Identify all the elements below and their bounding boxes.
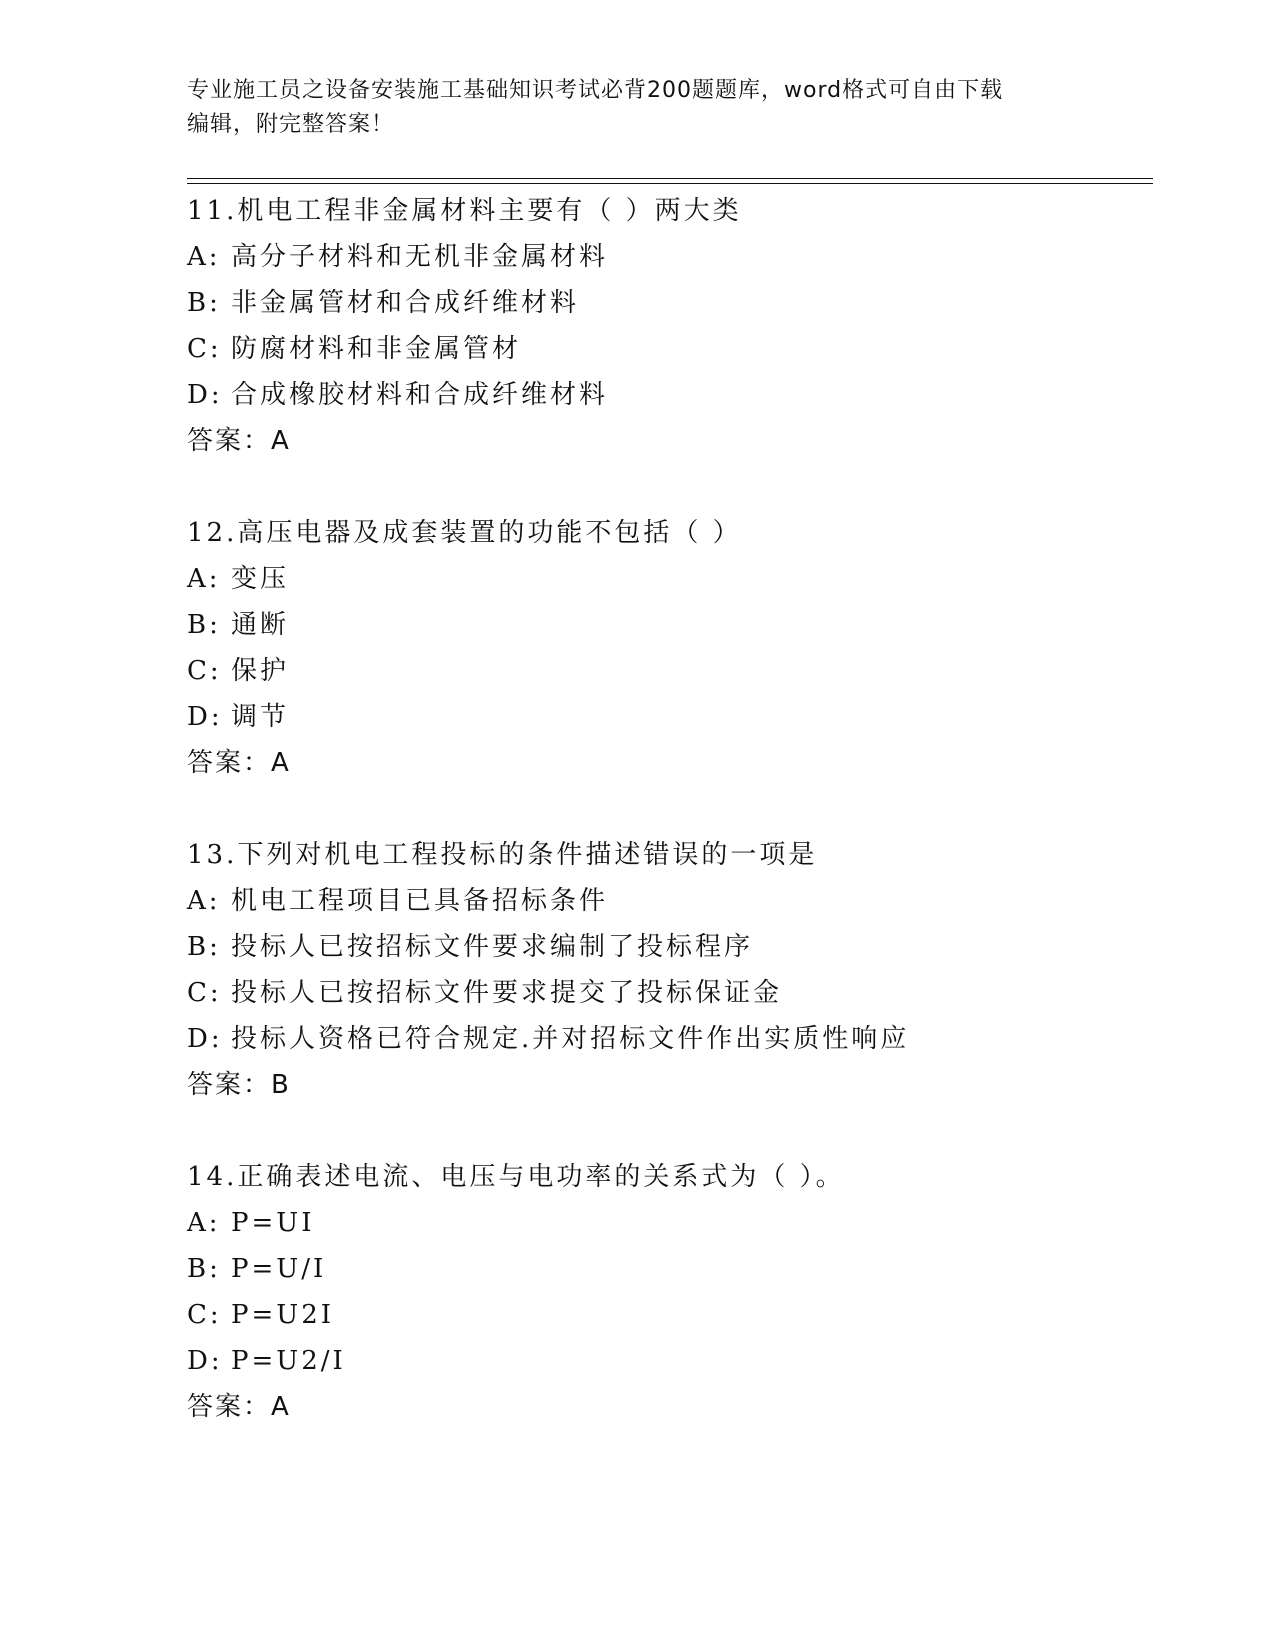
option-text: P=U2/I [231,1346,346,1376]
option-letter: C: [187,978,222,1008]
option-d [187,694,1153,740]
option-b [187,602,1153,648]
option-text: P=U/I [231,1254,327,1284]
option-letter: D: [187,1024,223,1054]
option-d [187,1016,1153,1062]
option-letter: B: [187,288,221,318]
question-12 [187,510,1153,786]
question-list [187,188,1153,1476]
question-11 [187,188,1153,464]
option-text: 高分子材料和无机非金属材料 [231,242,609,272]
question-14 [187,1154,1153,1430]
option-text: 防腐材料和非金属管材 [231,334,522,364]
option-letter: B: [187,610,221,640]
option-letter: D: [187,1346,223,1376]
answer-line: 答案：A [187,748,291,778]
option-text: 保护 [231,656,290,686]
option-b [187,280,1153,326]
option-c [187,648,1153,694]
option-d [187,1338,1153,1384]
option-b [187,924,1153,970]
option-letter: C: [187,656,222,686]
option-a [187,1200,1153,1246]
header-line-2: 编辑，附完整答案！ [187,112,395,137]
option-letter: B: [187,932,221,962]
answer-line: 答案：A [187,426,291,456]
option-a [187,878,1153,924]
option-a [187,234,1153,280]
header-divider-bottom [187,183,1153,184]
header-divider-top [187,178,1153,179]
question-13 [187,832,1153,1108]
answer-line: 答案：A [187,1392,291,1422]
option-text: P=U2I [231,1300,335,1330]
option-letter: A: [187,1208,221,1238]
option-text: 投标人已按招标文件要求编制了投标程序 [231,932,754,962]
question-stem: 11.机电工程非金属材料主要有（ ）两大类 [187,196,742,226]
option-letter: A: [187,242,221,272]
option-b [187,1246,1153,1292]
option-c [187,970,1153,1016]
option-letter: A: [187,886,221,916]
question-stem: 12.高压电器及成套装置的功能不包括（ ） [187,518,742,548]
question-stem: 14.正确表述电流、电压与电功率的关系式为（ ）。 [187,1162,845,1192]
option-text: 非金属管材和合成纤维材料 [231,288,580,318]
option-letter: C: [187,334,222,364]
option-text: 合成橡胶材料和合成纤维材料 [231,380,609,410]
option-letter: D: [187,380,223,410]
option-d [187,372,1153,418]
option-text: P=UI [231,1208,315,1238]
option-letter: D: [187,702,223,732]
option-text: 通断 [231,610,290,640]
option-c [187,1292,1153,1338]
option-a [187,556,1153,602]
header-line-1: 专业施工员之设备安装施工基础知识考试必背200题题库，word格式可自由下载 [187,78,1004,103]
question-stem: 13.下列对机电工程投标的条件描述错误的一项是 [187,840,818,870]
option-text: 调节 [231,702,290,732]
option-letter: A: [187,564,221,594]
option-letter: C: [187,1300,222,1330]
answer-line: 答案：B [187,1070,291,1100]
option-letter: B: [187,1254,221,1284]
option-text: 投标人资格已符合规定.并对招标文件作出实质性响应 [231,1024,910,1054]
document-header [187,74,1087,142]
option-text: 投标人已按招标文件要求提交了投标保证金 [231,978,783,1008]
option-text: 变压 [231,564,290,594]
option-c [187,326,1153,372]
option-text: 机电工程项目已具备招标条件 [231,886,609,916]
